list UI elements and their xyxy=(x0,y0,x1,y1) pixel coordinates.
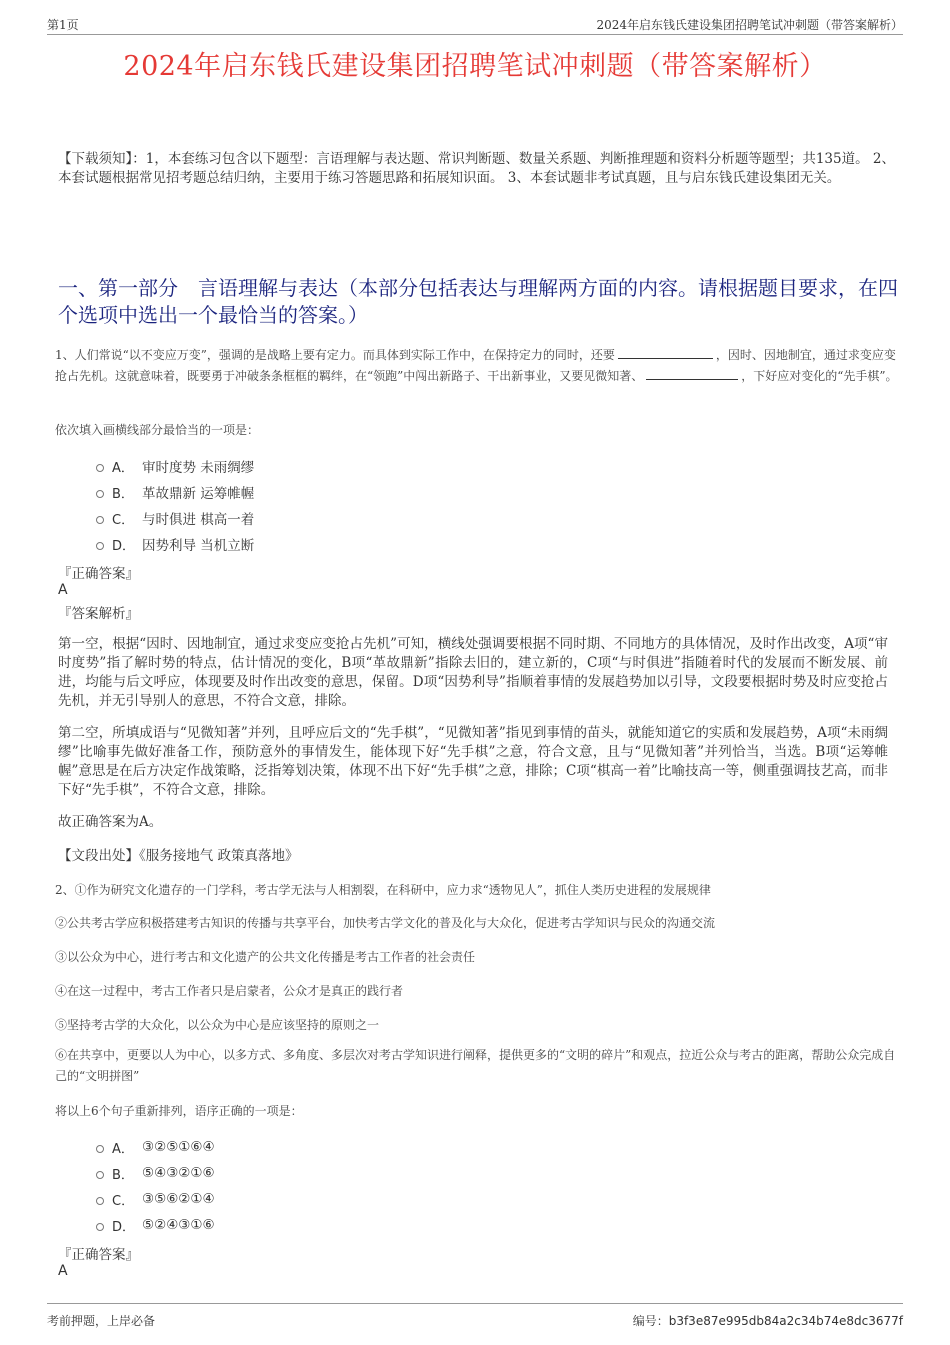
q2-sentence-6: ⑥在共享中，更要以人为中心，以多方式、多角度、多层次对考古学知识进行阐释，提供更多的“文明的碎片”和观点，拉近公众与考古的距离，帮助公众完成自己的“文明拼图” xyxy=(55,1048,896,1083)
q2-option-d[interactable]: D． ⑤②④③①⑥ xyxy=(96,1212,215,1238)
fill-blank-1 xyxy=(618,346,713,359)
q1-answer-label: 『正确答案』 xyxy=(58,566,139,582)
code-label: 编号： xyxy=(632,1314,669,1328)
document-title: 2024年启东钱氏建设集团招聘笔试冲刺题（带答案解析） xyxy=(123,51,827,82)
fill-blank-2 xyxy=(646,367,738,380)
q1-text-part-a: 1、人们常说“以不变应万变”，强调的是战略上要有定力。而具体到实际工作中，在保持定力的同时，还要 xyxy=(55,348,615,362)
option-text: ⑤②④③①⑥ xyxy=(142,1217,215,1233)
q1-answer: A xyxy=(58,582,68,598)
q2-answer: A xyxy=(58,1263,68,1279)
header-doc-title: 2024年启东钱氏建设集团招聘笔试冲刺题（带答案解析） xyxy=(596,18,903,32)
option-text: 革故鼎新 运筹帷幄 xyxy=(142,486,255,502)
option-text: 与时俱进 棋高一着 xyxy=(142,512,255,528)
q1-text-part-b: ，因时、因地制宜，通过求变应变抢占先机。这就意味着，既要勇于冲破条条框框的羁绊，在“领跑”中闯出新路子、干出新事业，又要见微知著、 xyxy=(55,348,896,383)
q1-analysis-label: 『答案解析』 xyxy=(58,606,139,622)
code-value: b3f3e87e995db84a2c34b74e8dc3677f xyxy=(668,1314,903,1328)
q2-option-b[interactable]: B． ⑤④③②①⑥ xyxy=(96,1160,215,1186)
radio-icon[interactable] xyxy=(96,464,104,472)
option-text: 因势利导 当机立断 xyxy=(142,538,255,554)
q1-source: 【文段出处】《服务接地气 政策真落地》 xyxy=(58,848,299,864)
page-footer xyxy=(47,1303,903,1326)
q2-sentence-5: ⑤坚持考古学的大众化，以公众为中心是应该坚持的原则之一 xyxy=(55,1018,380,1032)
q1-analysis-paragraph-2: 第二空，所填成语与“见微知著”并列，且呼应后文的“先手棋”，“见微知著”指见到事情的苗头，就能知道它的实质和发展趋势，A项“未雨绸缪”比喻事先做好准备工作，预防意外的事情发生，能体现下好“先手棋”之意，符合文意，且与“见微知著”并列恰当，当选。B项“运筹帷幄”意思是在后方决定作战策略，泛指筹划决策，体现不出下好“先手棋”之意，排除；C项“棋高一着”比喻技高一等，侧重强调技艺高，而非下好“先手棋”，不符合文意，排除。 xyxy=(58,725,888,798)
q1-prompt: 依次填入画横线部分最恰当的一项是： xyxy=(55,423,260,437)
option-text: ③②⑤①⑥④ xyxy=(142,1139,215,1155)
footer-slogan: 考前押题，上岸必备 xyxy=(47,1314,156,1328)
option-text: 审时度势 未雨绸缪 xyxy=(142,460,255,476)
q2-option-c[interactable]: C． ③⑤⑥②①④ xyxy=(96,1186,215,1212)
radio-icon[interactable] xyxy=(96,1145,104,1153)
q2-prompt: 将以上6个句子重新排列，语序正确的一项是： xyxy=(55,1104,303,1118)
radio-icon[interactable] xyxy=(96,542,104,550)
q2-sentence-1: 2、①作为研究文化遗存的一门学科，考古学无法与人相割裂，在科研中，应力求“透物见人”，抓住人类历史进程的发展规律 xyxy=(55,883,711,897)
q2-sentence-2: ②公共考古学应积极搭建考古知识的传播与共享平台，加快考古学文化的普及化与大众化，促进考古学知识与民众的沟通交流 xyxy=(55,916,716,930)
section-heading: 一、第一部分 言语理解与表达（本部分包括表达与理解两方面的内容。请根据题目要求，在四个选项中选出一个最恰当的答案。） xyxy=(58,276,898,327)
page-number: 第1页 xyxy=(47,18,79,32)
q2-answer-label: 『正确答案』 xyxy=(58,1247,139,1263)
q2-sentence-4: ④在这一过程中，考古工作者只是启蒙者，公众才是真正的践行者 xyxy=(55,984,404,998)
radio-icon[interactable] xyxy=(96,516,104,524)
option-text: ③⑤⑥②①④ xyxy=(142,1191,215,1207)
question-1-stem xyxy=(55,345,900,387)
q1-conclusion: 故正确答案为A。 xyxy=(58,814,163,830)
radio-icon[interactable] xyxy=(96,490,104,498)
option-text: ⑤④③②①⑥ xyxy=(142,1165,215,1181)
q2-option-a[interactable]: A． ③②⑤①⑥④ xyxy=(96,1134,215,1160)
q2-sentence-3: ③以公众为中心，进行考古和文化遗产的公共文化传播是考古工作者的社会责任 xyxy=(55,950,476,964)
q1-text-part-c: ，下好应对变化的“先手棋”。 xyxy=(741,369,898,383)
radio-icon[interactable] xyxy=(96,1197,104,1205)
q1-option-a[interactable]: A． 审时度势 未雨绸缪 xyxy=(96,453,254,479)
page-header xyxy=(47,14,903,35)
q2-options xyxy=(96,1134,215,1238)
q1-analysis-paragraph-1: 第一空，根据“因时、因地制宜，通过求变应变抢占先机”可知，横线处强调要根据不同时期、不同地方的具体情况，及时作出改变，A项“审时度势”指了解时势的特点，估计情况的变化，B项“革故鼎新”指除去旧的，建立新的，C项“与时俱进”指随着时代的发展而不断发展、前进，均能与后文呼应，体现要及时作出改变的意思，保留。D项“因势利导”指顺着事情的发展趋势加以引导，文段要根据时势及时应变抢占先机，并无引导别人的意思，不符合文意，排除。 xyxy=(58,636,888,709)
radio-icon[interactable] xyxy=(96,1171,104,1179)
q1-options xyxy=(96,453,254,557)
q1-option-c[interactable]: C． 与时俱进 棋高一着 xyxy=(96,505,254,531)
download-notice: 【下载须知】：1，本套练习包含以下题型：言语理解与表达题、常识判断题、数量关系题、判断推理题和资料分析题等题型；共135道。 2、本套试题根据常见招考题总结归纳，主要用于练习答题思路和拓展知识面。 3、本套试题非考试真题，且与启东钱氏建设集团无关。 xyxy=(58,151,895,186)
radio-icon[interactable] xyxy=(96,1223,104,1231)
q1-option-d[interactable]: D． 因势利导 当机立断 xyxy=(96,531,254,557)
footer-code xyxy=(633,1312,903,1329)
q1-option-b[interactable]: B． 革故鼎新 运筹帷幄 xyxy=(96,479,254,505)
